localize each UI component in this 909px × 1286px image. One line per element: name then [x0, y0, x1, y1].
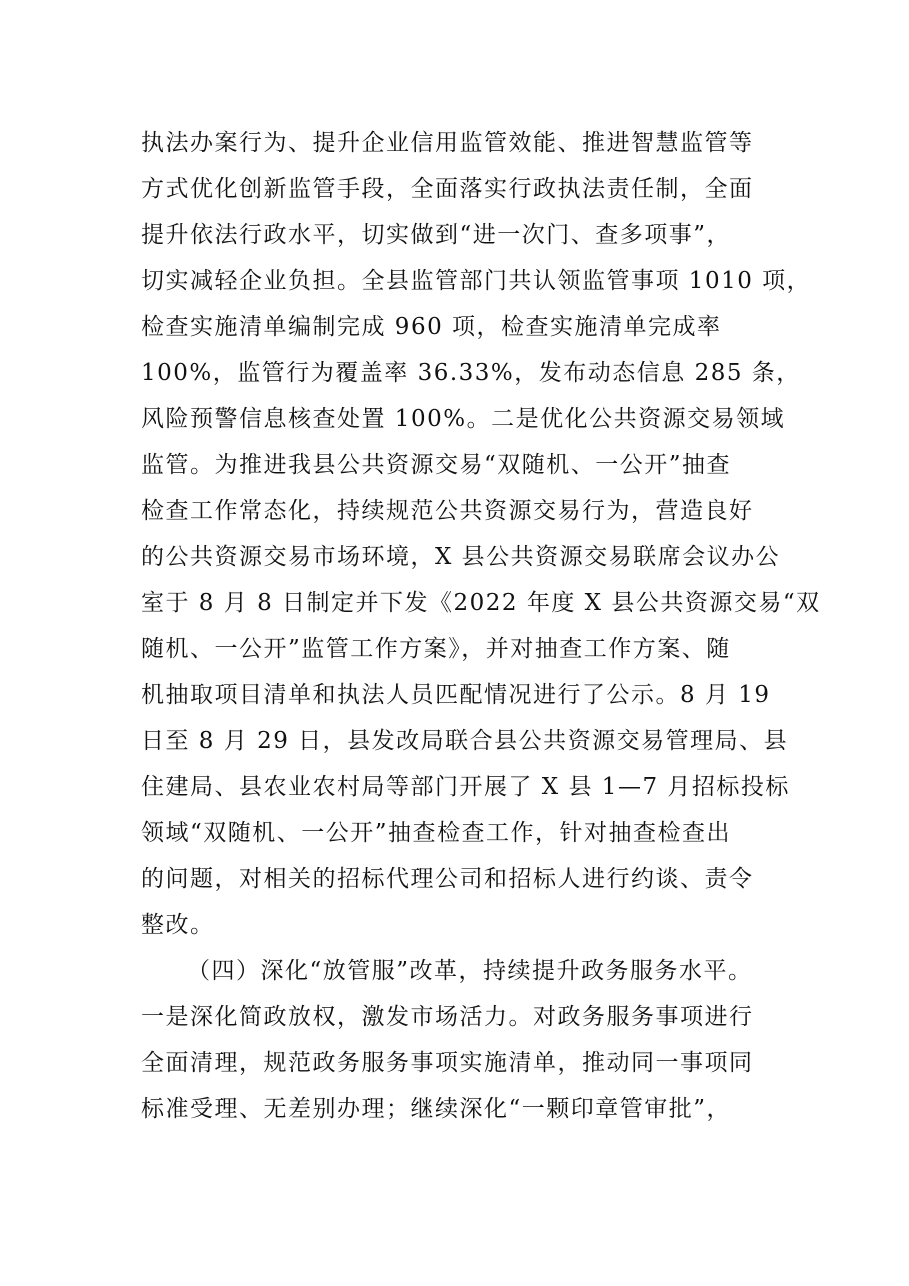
- section-heading: （四）深化“放管服”改革，持续提升政务服务水平。: [187, 958, 753, 984]
- text-line: 全面清理，规范政务服务事项实施清单，推动同一事项同: [141, 1050, 754, 1076]
- text-line: 检查实施清单编制完成 960 项，检查实施清单完成率: [141, 314, 722, 340]
- text-line: 提升依法行政水平，切实做到“进一次门、查多项事”，: [141, 222, 732, 248]
- text-line: 机抽取项目清单和执法人员匹配情况进行了公示。8 月 19: [141, 682, 771, 708]
- text-line: 一是深化简政放权，激发市场活力。对政务服务事项进行: [141, 1004, 754, 1030]
- text-line: 领域“双随机、一公开”抽查检查工作，针对抽查检查出: [141, 820, 732, 846]
- text-line: 监管。为推进我县公共资源交易“双随机、一公开”抽查: [141, 452, 732, 478]
- text-line: 的公共资源交易市场环境，X 县公共资源交易联席会议办公: [141, 544, 781, 570]
- text-line: 方式优化创新监管手段，全面落实行政执法责任制，全面: [141, 176, 754, 202]
- text-line: 住建局、县农业农村局等部门开展了 X 县 1—7 月招标投标: [141, 774, 790, 800]
- text-line: 切实减轻企业负担。全县监管部门共认领监管事项 1010 项，: [141, 268, 812, 294]
- text-line: 执法办案行为、提升企业信用监管效能、推进智慧监管等: [141, 130, 754, 156]
- text-line: 随机、一公开”监管工作方案》，并对抽查工作方案、随: [141, 636, 731, 662]
- text-line: 日至 8 月 29 日，县发改局联合县公共资源交易管理局、县: [141, 728, 789, 754]
- text-line: 的问题，对相关的招标代理公司和招标人进行约谈、责令: [141, 866, 754, 892]
- text-line: 检查工作常态化，持续规范公共资源交易行为，营造良好: [141, 498, 754, 524]
- text-line: 标准受理、无差别办理；继续深化“一颗印章管审批”，: [141, 1096, 732, 1122]
- text-line: 整改。: [141, 912, 215, 938]
- text-line: 室于 8 月 8 日制定并下发《2022 年度 X 县公共资源交易“双: [141, 590, 821, 616]
- text-line: 风险预警信息核查处置 100%。二是优化公共资源交易领域: [141, 406, 786, 432]
- text-line: 100%，监管行为覆盖率 36.33%，发布动态信息 285 条，: [141, 360, 801, 386]
